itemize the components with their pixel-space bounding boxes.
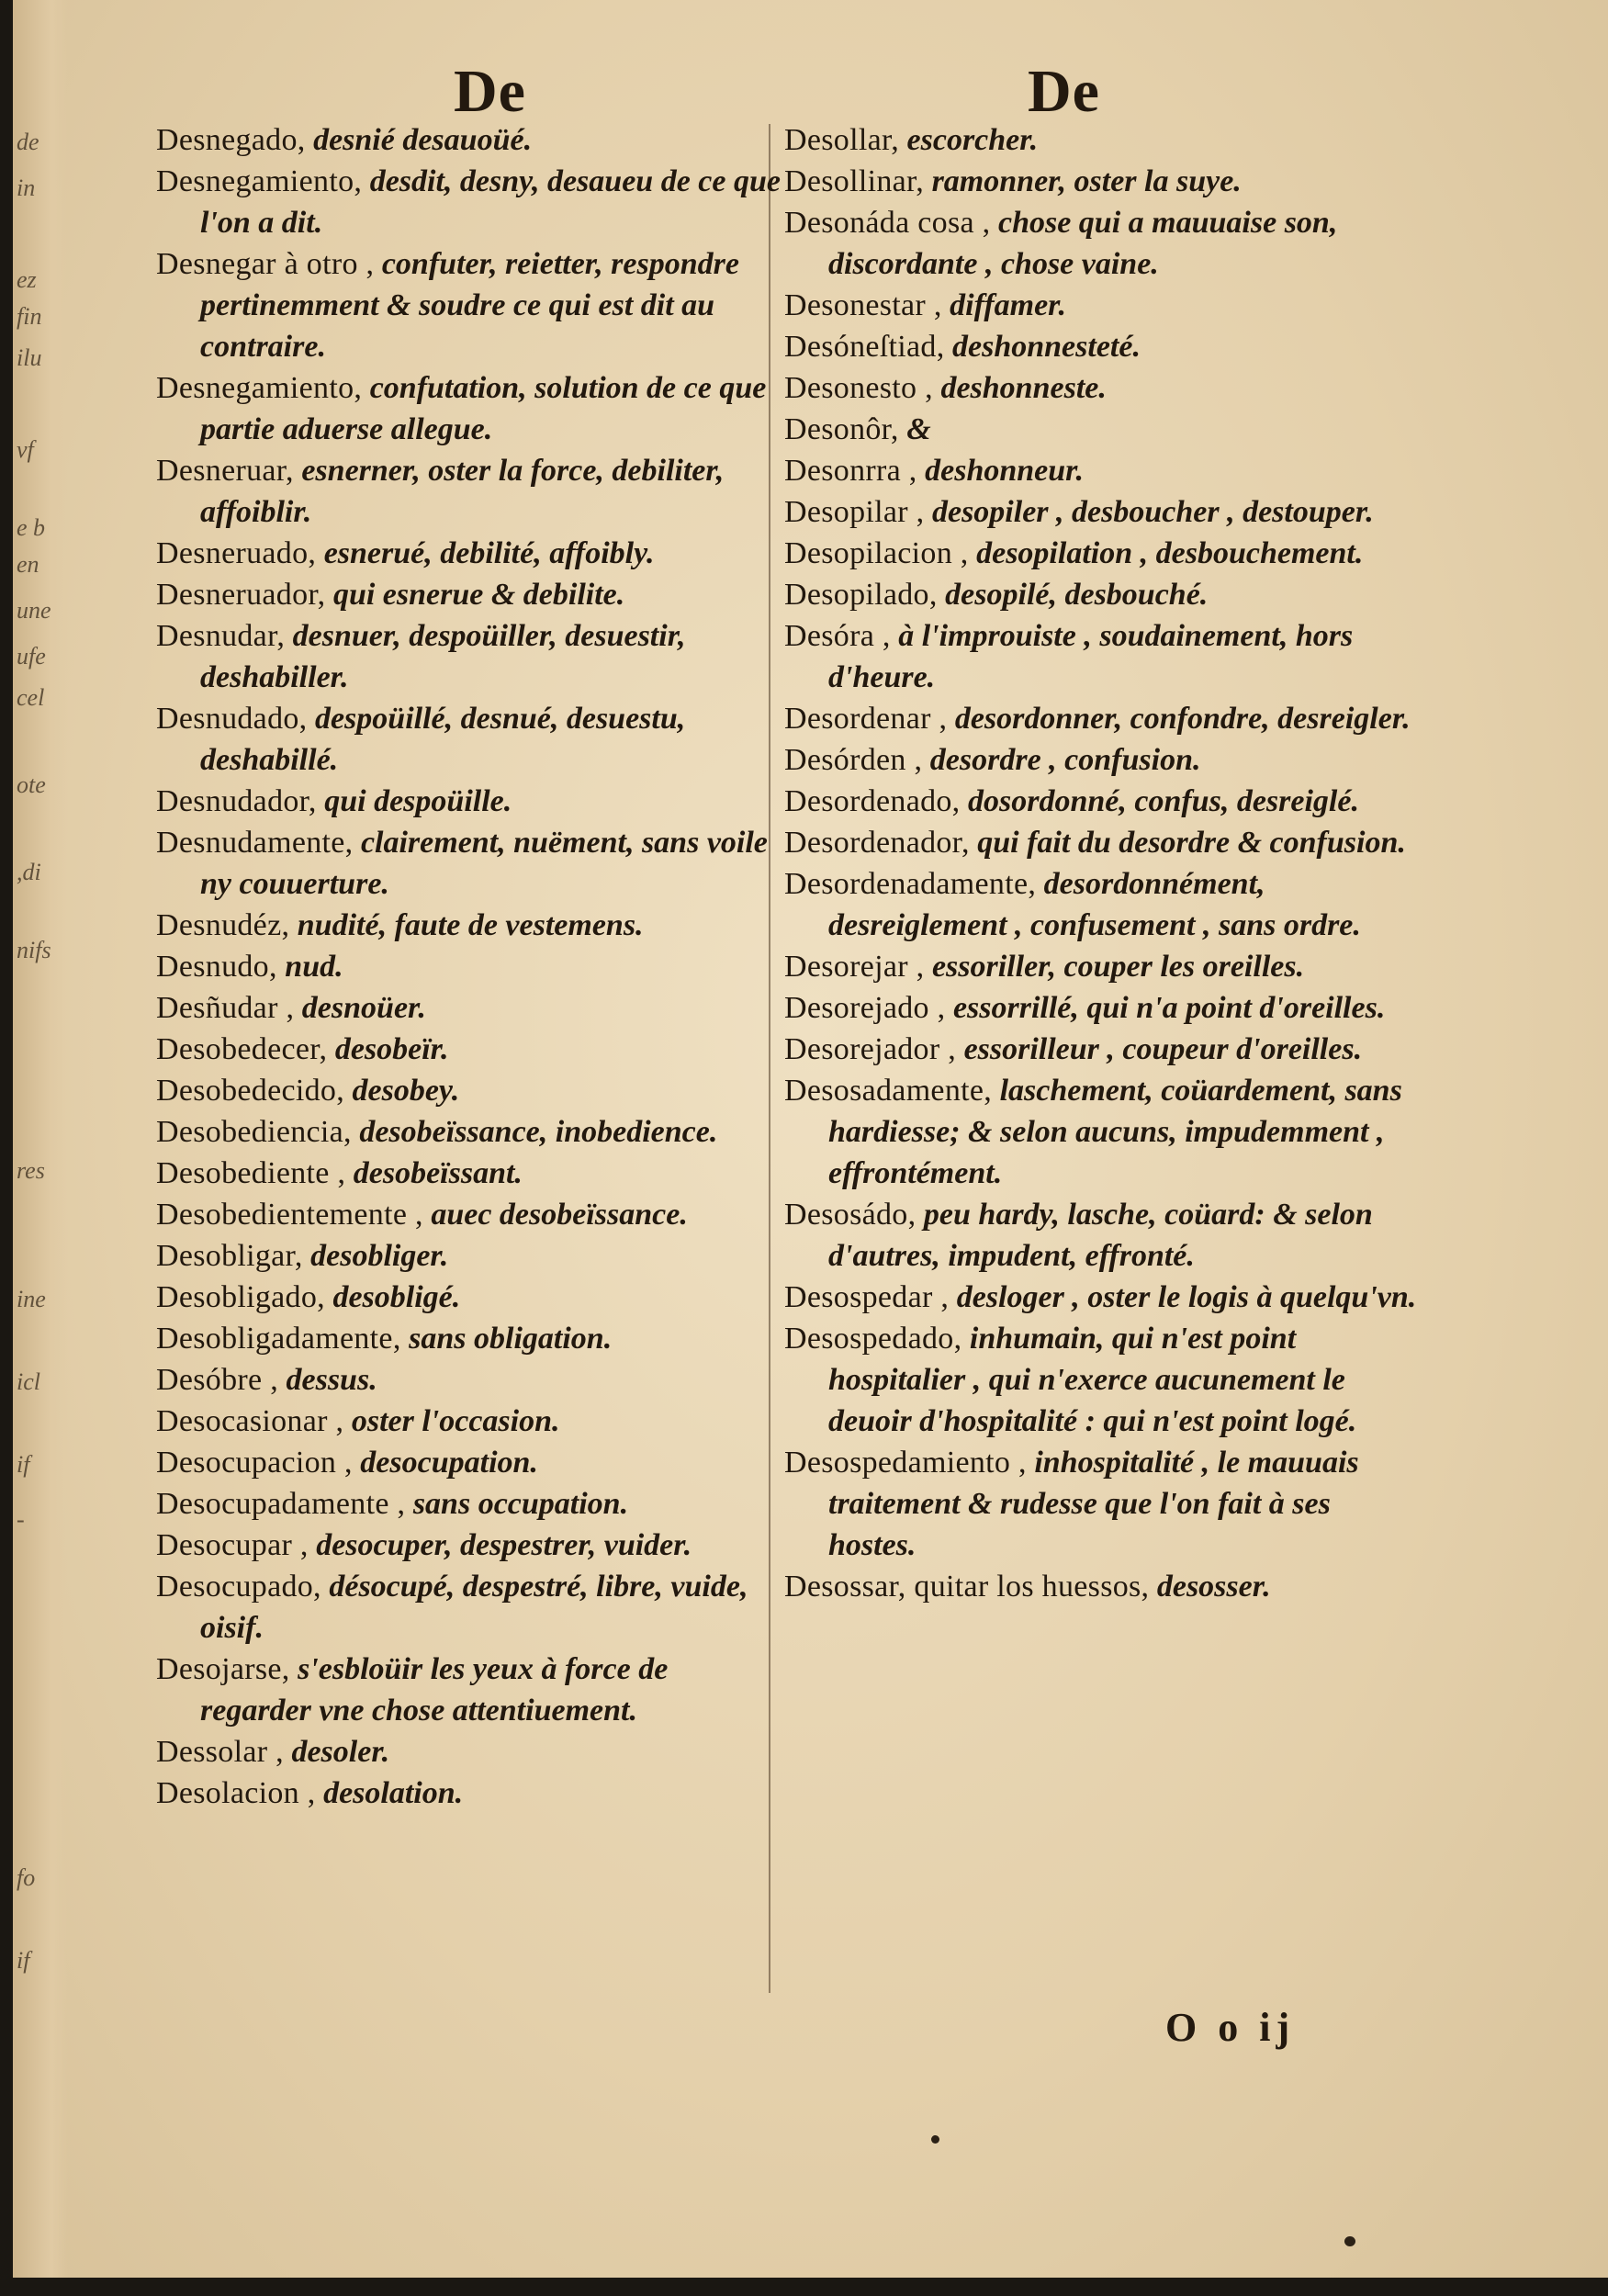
entry-headword: Desonesto , <box>784 371 933 405</box>
entry-headword: Desonáda cosa , <box>784 206 991 240</box>
entry-definition: desopilé, desbouché. <box>937 578 1209 612</box>
dictionary-entry <box>156 615 781 698</box>
entry-definition: desobliger. <box>302 1239 449 1273</box>
entry-headword: Desnudar, <box>156 619 286 653</box>
dictionary-entry <box>784 1442 1418 1566</box>
entry-headword: Desospedado, <box>784 1322 962 1356</box>
dictionary-entry <box>784 822 1418 863</box>
entry-definition: nud. <box>276 950 343 984</box>
entry-definition: auec desobeïssance. <box>422 1198 688 1232</box>
entry-definition: desopilation , desbouchement. <box>968 536 1364 570</box>
entry-headword: Desórden , <box>784 743 923 777</box>
entry-headword: Desnudamente, <box>156 826 354 860</box>
gutter-fragment: nifs <box>17 937 51 963</box>
entry-definition: desnoüer. <box>294 991 426 1025</box>
dictionary-entry <box>156 1442 781 1483</box>
dictionary-entry <box>156 1773 781 1814</box>
dictionary-entry <box>784 491 1418 533</box>
dictionary-entry <box>156 574 781 615</box>
dictionary-entry <box>156 119 781 161</box>
entry-headword: Desordenar , <box>784 702 948 736</box>
entry-headword: Desorejador , <box>784 1032 957 1066</box>
entry-definition: à l'improuiste , soudainement, hors d'heure. <box>828 619 1354 694</box>
entry-headword: Desobediente , <box>156 1156 346 1190</box>
entry-headword: Desordenador, <box>784 826 970 860</box>
entry-headword: Desnudo, <box>156 950 277 984</box>
dictionary-entry <box>784 987 1418 1029</box>
entry-headword: Desnegado, <box>156 123 306 157</box>
dictionary-entry <box>156 822 781 905</box>
entry-headword: Desobedecer, <box>156 1032 328 1066</box>
entry-definition: desosser. <box>1149 1570 1271 1604</box>
entry-headword: Desobligadamente, <box>156 1322 401 1356</box>
entry-headword: Desóneſtiad, <box>784 330 945 364</box>
entry-headword: Desopilar , <box>784 495 925 529</box>
signature-mark: O o ij <box>1165 2005 1296 2050</box>
dictionary-entry <box>784 1070 1418 1194</box>
dictionary-entry <box>156 1070 781 1111</box>
gutter-fragment: if <box>17 1947 30 1974</box>
entry-headword: Desojarse, <box>156 1652 290 1686</box>
entry-definition: deshonneste. <box>932 371 1107 405</box>
entry-definition: laschement, coüardement, sans hardiesse; & selon aucuns, impudemment , effrontément. <box>828 1074 1402 1190</box>
entry-headword: Desnegamiento, <box>156 371 363 405</box>
dictionary-entry <box>156 1401 781 1442</box>
running-head-left: De <box>454 58 526 125</box>
dictionary-entry <box>784 409 1418 450</box>
dictionary-entry <box>784 698 1418 739</box>
entry-definition: essorrillé, qui n'a point d'oreilles. <box>945 991 1386 1025</box>
dictionary-entry <box>784 202 1418 285</box>
dictionary-entry <box>784 615 1418 698</box>
entry-definition: desobeïssance, inobedience. <box>351 1115 718 1149</box>
dictionary-entry <box>784 946 1418 987</box>
entry-definition: desnuer, despoüiller, desuestir, deshabiller. <box>200 619 686 694</box>
entry-headword: Desollinar, <box>784 164 925 198</box>
entry-definition: & <box>898 412 931 446</box>
dictionary-entry <box>784 1566 1418 1607</box>
entry-headword: Desospedamiento , <box>784 1446 1027 1480</box>
facing-page-gutter <box>13 0 68 2278</box>
entry-headword: Desopilado, <box>784 578 938 612</box>
entry-definition: sans occupation. <box>405 1487 629 1521</box>
entry-definition: inhumain, qui n'est point hospitalier , qui n'exerce aucunement le deuoir d'hospitalité : qui n'est point logé. <box>828 1322 1357 1438</box>
gutter-fragment: res <box>17 1157 45 1184</box>
entry-definition: desolation. <box>315 1776 464 1810</box>
entry-headword: Desopilacion , <box>784 536 969 570</box>
dictionary-entry <box>156 1235 781 1277</box>
entry-headword: Desocasionar , <box>156 1404 344 1438</box>
dictionary-entry <box>156 1731 781 1773</box>
dictionary-entry <box>784 739 1418 781</box>
dictionary-entry <box>784 161 1418 202</box>
entry-headword: Desneruar, <box>156 454 294 488</box>
dictionary-entry <box>784 285 1418 326</box>
gutter-fragment: une <box>17 597 51 624</box>
dictionary-entry <box>156 1318 781 1359</box>
entry-headword: Desocupacion , <box>156 1446 353 1480</box>
gutter-fragment: ufe <box>17 643 46 670</box>
gutter-fragment: fo <box>17 1864 36 1891</box>
entry-headword: Desocupadamente , <box>156 1487 406 1521</box>
entry-headword: Desñudar , <box>156 991 295 1025</box>
entry-headword: Desobedientemente , <box>156 1198 423 1232</box>
dictionary-entry <box>784 450 1418 491</box>
dictionary-entry <box>156 905 781 946</box>
gutter-fragment: ez <box>17 266 37 293</box>
entry-definition: sans obligation. <box>400 1322 613 1356</box>
dictionary-entry <box>156 1194 781 1235</box>
entry-definition: essorilleur , coupeur d'oreilles. <box>956 1032 1363 1066</box>
entry-definition: esnerner, oster la force, debiliter, affoiblir. <box>200 454 725 529</box>
gutter-fragment: vf <box>17 436 34 463</box>
gutter-fragment: ote <box>17 771 46 798</box>
entry-headword: Desobedecido, <box>156 1074 344 1108</box>
dictionary-entry <box>784 1318 1418 1442</box>
dictionary-entry <box>156 1153 781 1194</box>
entry-definition: desopiler , desboucher , destouper. <box>924 495 1374 529</box>
entry-headword: Desordenadamente, <box>784 867 1037 901</box>
entry-definition: qui esnerue & debilite. <box>325 578 625 612</box>
entry-headword: Desonôr, <box>784 412 899 446</box>
entry-headword: Desosádo, <box>784 1198 916 1232</box>
dictionary-entry <box>784 574 1418 615</box>
dictionary-entry <box>156 533 781 574</box>
entry-headword: Desospedar , <box>784 1280 950 1314</box>
entry-definition: inhospitalité , le mauuais traitement & rudesse que l'on fait à ses hostes. <box>828 1446 1359 1562</box>
entry-definition: desloger , oster le logis à quelqu'vn. <box>949 1280 1417 1314</box>
entry-headword: Desneruado, <box>156 536 317 570</box>
entry-definition: nudité, faute de vestemens. <box>289 908 644 942</box>
entry-definition: deshonnesteté. <box>944 330 1141 364</box>
entry-headword: Desóra , <box>784 619 891 653</box>
entry-headword: Desollar, <box>784 123 900 157</box>
entry-definition: desdit, desny, desaueu de ce que l'on a dit. <box>200 164 781 240</box>
dictionary-entry <box>156 946 781 987</box>
dictionary-entry <box>156 1649 781 1731</box>
entry-headword: Desorejar , <box>784 950 925 984</box>
dictionary-entry <box>156 1277 781 1318</box>
gutter-fragment: icl <box>17 1368 40 1395</box>
entry-headword: Dessolar , <box>156 1735 284 1769</box>
dictionary-entry <box>784 1277 1418 1318</box>
dictionary-entry <box>156 367 781 450</box>
entry-definition: qui despoüille. <box>316 784 512 818</box>
entry-headword: Desorejado , <box>784 991 946 1025</box>
entry-definition: esnerué, debilité, affoibly. <box>316 536 655 570</box>
entry-definition: confutation, solution de ce que partie aduerse allegue. <box>200 371 767 446</box>
entry-headword: Desosadamente, <box>784 1074 993 1108</box>
entry-definition: desoler. <box>283 1735 390 1769</box>
dictionary-entry <box>784 863 1418 946</box>
dictionary-entry <box>784 326 1418 367</box>
ink-speck <box>931 2135 939 2144</box>
entry-headword: Desobligar, <box>156 1239 303 1273</box>
entry-headword: Desonrra , <box>784 454 917 488</box>
entry-headword: Desnudado, <box>156 702 308 736</box>
entry-headword: Desossar, quitar los huessos, <box>784 1570 1150 1604</box>
gutter-fragment: ilu <box>17 344 42 371</box>
right-column <box>784 119 1418 1607</box>
entry-headword: Desocupado, <box>156 1570 321 1604</box>
dictionary-entry <box>156 161 781 243</box>
dictionary-entry <box>784 781 1418 822</box>
entry-definition: desobeïr. <box>327 1032 449 1066</box>
entry-headword: Desobligado, <box>156 1280 325 1314</box>
entry-definition: desordonnément, desreiglement , confusement , sans ordre. <box>828 867 1361 942</box>
gutter-fragment: de <box>17 129 39 155</box>
entry-definition: desordonner, confondre, desreigler. <box>947 702 1411 736</box>
left-column <box>156 119 781 1814</box>
entry-definition: confuter, reietter, respondre pertinemment & soudre ce qui est dit au contraire. <box>200 247 739 364</box>
dictionary-entry <box>156 1525 781 1566</box>
dictionary-entry <box>156 1359 781 1401</box>
gutter-fragment: e b <box>17 514 46 541</box>
gutter-fragment: cel <box>17 684 45 711</box>
entry-headword: Desonestar , <box>784 288 942 322</box>
entry-definition: oster l'occasion. <box>343 1404 560 1438</box>
entry-definition: desocuper, despestrer, vuider. <box>308 1528 692 1562</box>
entry-definition: qui fait du desordre & confusion. <box>969 826 1406 860</box>
entry-definition: chose qui a mauuaise son, discordante , chose vaine. <box>828 206 1338 281</box>
dictionary-entry <box>156 450 781 533</box>
gutter-fragment: - <box>17 1506 25 1533</box>
dictionary-entry <box>156 698 781 781</box>
entry-definition: desobeïssant. <box>345 1156 523 1190</box>
entry-headword: Desnudador, <box>156 784 317 818</box>
dictionary-entry <box>156 1566 781 1649</box>
entry-definition: desobligé. <box>324 1280 461 1314</box>
dictionary-entry <box>784 1194 1418 1277</box>
entry-definition: peu hardy, lasche, coüard: & selon d'autres, impudent, effronté. <box>828 1198 1373 1273</box>
entry-headword: Desnegar à otro , <box>156 247 375 281</box>
entry-definition: essoriller, couper les oreilles. <box>924 950 1305 984</box>
entry-headword: Desocupar , <box>156 1528 309 1562</box>
entry-headword: Desóbre , <box>156 1363 278 1397</box>
gutter-fragment: in <box>17 174 36 201</box>
gutter-fragment: ine <box>17 1286 46 1312</box>
dictionary-entry <box>156 781 781 822</box>
gutter-fragment: en <box>17 551 39 578</box>
ink-speck <box>1344 2236 1355 2246</box>
gutter-fragment: fin <box>17 303 42 330</box>
entry-headword: Desnudéz, <box>156 908 290 942</box>
entry-definition: desobey. <box>344 1074 460 1108</box>
dictionary-entry <box>156 987 781 1029</box>
entry-definition: escorcher. <box>899 123 1039 157</box>
dictionary-entry <box>784 1029 1418 1070</box>
entry-definition: desordre , confusion. <box>922 743 1201 777</box>
gutter-fragment: ,di <box>17 859 41 885</box>
dictionary-entry <box>784 367 1418 409</box>
dictionary-entry <box>156 1029 781 1070</box>
entry-headword: Desneruador, <box>156 578 326 612</box>
entry-headword: Desobediencia, <box>156 1115 352 1149</box>
entry-definition: s'esbloüir les yeux à force de regarder vne chose attentiuement. <box>200 1652 669 1728</box>
entry-definition: clairement, nuëment, sans voile ny couuerture. <box>200 826 768 901</box>
entry-definition: diffamer. <box>941 288 1067 322</box>
dictionary-page <box>13 0 1608 2278</box>
entry-definition: dessus. <box>278 1363 377 1397</box>
dictionary-entry <box>156 1111 781 1153</box>
dictionary-entry <box>156 1483 781 1525</box>
entry-definition: dosordonné, confus, desreiglé. <box>960 784 1359 818</box>
dictionary-entry <box>784 533 1418 574</box>
entry-definition: ramonner, oster la suye. <box>924 164 1242 198</box>
dictionary-entry <box>156 243 781 367</box>
entry-definition: desocupation. <box>352 1446 538 1480</box>
entry-definition: désocupé, despestré, libre, vuide, oisif. <box>200 1570 748 1645</box>
entry-definition: desnié desauoüé. <box>305 123 533 157</box>
entry-definition: despoüillé, desnué, desuestu, deshabillé. <box>200 702 686 777</box>
gutter-fragment: if <box>17 1451 30 1478</box>
entry-definition: deshonneur. <box>916 454 1085 488</box>
dictionary-entry <box>784 119 1418 161</box>
running-head-right: De <box>1028 58 1100 125</box>
entry-headword: Desolacion , <box>156 1776 316 1810</box>
entry-headword: Desordenado, <box>784 784 961 818</box>
entry-headword: Desnegamiento, <box>156 164 363 198</box>
